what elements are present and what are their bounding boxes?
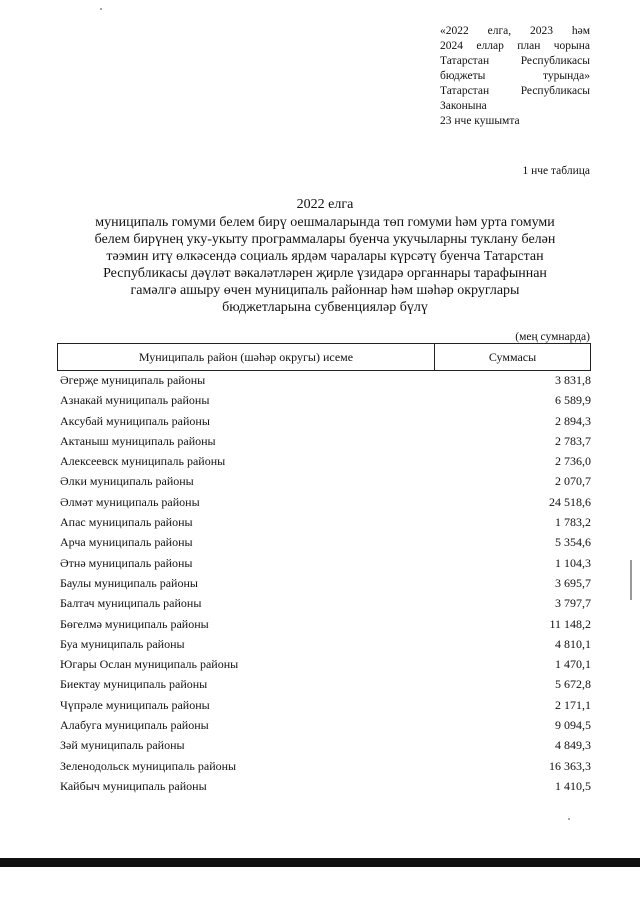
row-sum: 5 672,8 (555, 677, 591, 692)
appendix-note-line: Татарстан Республикасы (440, 55, 590, 67)
row-sum: 4 810,1 (555, 636, 591, 651)
row-sum: 2 736,0 (555, 454, 591, 469)
table-number: 1 нче таблица (522, 165, 590, 177)
row-sum: 11 148,2 (549, 616, 591, 631)
appendix-note-line: 23 нче кушымта (440, 115, 520, 127)
table-body (60, 370, 591, 796)
table-row (60, 593, 591, 613)
row-name: Әлки муниципаль районы (60, 474, 194, 489)
title-line: белем бирүнең уку-укыту программалары буенча укучыларны туклану белән (94, 232, 556, 247)
table-row (60, 776, 591, 796)
title-line: Республикасы дәүләт вәкаләтләрен җирле үзидарә органнары тарафыннан (103, 266, 547, 281)
title-line: тәэмин итү өлкәсендә социаль ярдәм чаралары күрсәтү буенча Татарстан (106, 249, 544, 264)
row-sum: 2 070,7 (555, 474, 591, 489)
table-row (60, 614, 591, 634)
row-sum: 1 104,3 (555, 555, 591, 570)
row-sum: 1 470,1 (555, 657, 591, 672)
table-row (60, 553, 591, 573)
scan-bottom-edge (0, 858, 640, 867)
row-sum: 1 410,5 (555, 778, 591, 793)
row-sum: 3 797,7 (555, 596, 591, 611)
row-name: Югары Ослан муниципаль районы (60, 657, 239, 672)
table-row (60, 471, 591, 491)
appendix-note-line: Татарстан Республикасы (440, 85, 590, 97)
row-sum: 6 589,9 (555, 393, 591, 408)
table-row (60, 390, 591, 410)
unit-note: (мең сумнарда) (515, 331, 590, 343)
row-name: Аксубай муниципаль районы (60, 413, 210, 428)
table-row (60, 492, 591, 512)
title-line: муниципаль гомуми белем бирү оешмаларында төп гомуми һәм урта гомуми (95, 215, 555, 230)
row-name: Әтнә муниципаль районы (60, 555, 193, 570)
scan-edge-mark (630, 560, 632, 600)
row-name: Кайбыч муниципаль районы (60, 778, 207, 793)
row-name: Буа муниципаль районы (60, 636, 185, 651)
table-row (60, 654, 591, 674)
row-name: Балтач муниципаль районы (60, 596, 202, 611)
row-name: Арча муниципаль районы (60, 535, 193, 550)
scan-speck (568, 818, 570, 820)
row-sum: 2 783,7 (555, 433, 591, 448)
table-row (60, 735, 591, 755)
row-sum: 2 171,1 (555, 697, 591, 712)
table-row (60, 674, 591, 694)
table-row (60, 634, 591, 654)
table-row (60, 411, 591, 431)
row-name: Алексеевск муниципаль районы (60, 454, 226, 469)
row-sum: 5 354,6 (555, 535, 591, 550)
row-sum: 2 894,3 (555, 413, 591, 428)
title-year: 2022 елга (296, 197, 354, 212)
row-sum: 3 831,8 (555, 373, 591, 387)
appendix-note (440, 24, 590, 129)
table-row (60, 431, 591, 451)
document-title (60, 196, 590, 316)
table-row (60, 512, 591, 532)
table-row (60, 370, 591, 390)
column-header-name: Муниципаль район (шәһәр округы) исеме (58, 344, 435, 370)
row-name: Алабуга муниципаль районы (60, 718, 209, 733)
row-name: Азнакай муниципаль районы (60, 393, 210, 408)
table-row (60, 695, 591, 715)
table-row (60, 756, 591, 776)
row-name: Әлмәт муниципаль районы (60, 494, 200, 509)
column-header-sum: Суммасы (488, 349, 537, 364)
table-row (60, 715, 591, 735)
table-row (60, 573, 591, 593)
row-name: Чүпрәле муниципаль районы (60, 697, 210, 712)
row-name: Апас муниципаль районы (60, 515, 193, 530)
row-name: Баулы муниципаль районы (60, 575, 198, 590)
row-sum: 1 783,2 (555, 515, 591, 530)
table-row (60, 532, 591, 552)
scan-speck (100, 8, 102, 10)
appendix-note-line: бюджеты турында» (440, 70, 590, 82)
title-line: гамәлгә ашыру өчен муниципаль районнар һәм шәһәр округлары (130, 283, 520, 298)
title-line: бюджетларына субвенцияләр бүлү (222, 300, 428, 315)
row-sum: 3 695,7 (555, 575, 591, 590)
row-name: Зеленодольск муниципаль районы (60, 758, 237, 773)
appendix-note-line: «2022 елга, 2023 һәм (440, 25, 590, 37)
row-name: Әгерҗе муниципаль районы (60, 373, 206, 387)
table-header (57, 343, 591, 371)
row-name: Актаныш муниципаль районы (60, 433, 216, 448)
row-sum: 16 363,3 (549, 758, 591, 773)
appendix-note-line: Законына (440, 100, 487, 112)
row-sum: 9 094,5 (555, 718, 591, 733)
row-name: Зәй муниципаль районы (60, 738, 185, 753)
row-sum: 24 518,6 (549, 494, 591, 509)
appendix-note-line: 2024 еллар план чорына (440, 40, 590, 52)
table-row (60, 451, 591, 471)
row-sum: 4 849,3 (555, 738, 591, 753)
row-name: Бөгелмә муниципаль районы (60, 616, 209, 631)
row-name: Биектау муниципаль районы (60, 677, 208, 692)
